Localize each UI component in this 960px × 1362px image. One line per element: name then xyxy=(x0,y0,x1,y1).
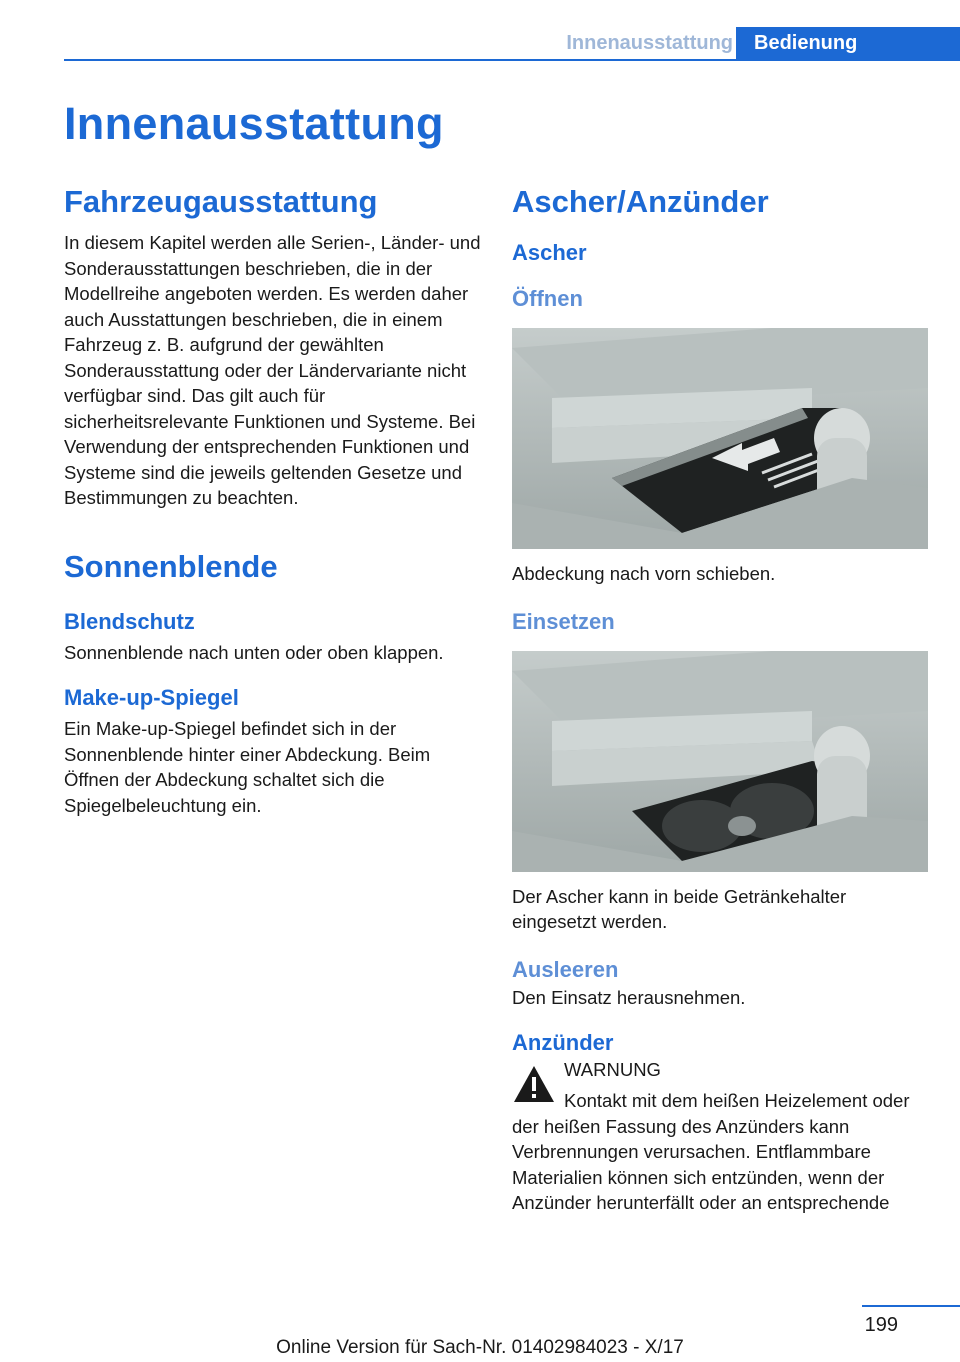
ashtray-insert-illustration xyxy=(512,651,928,872)
footer-rule xyxy=(862,1305,960,1307)
heading-ausleeren: Ausleeren xyxy=(512,956,619,982)
right-column xyxy=(512,184,930,1216)
paragraph-fahrzeugausstattung: In diesem Kapitel werden alle Serien-, Länder- und Sonderausstattungen beschrieben, die in der Modellreihe angeboten werden. Es werden daher auch Ausstattungen beschrieben, die in einem Fahrzeug z. B. aufgrund der gewählten Sonderausstattung oder der Ländervariante nicht verfügbar sind. Das gilt auch für sicherheitsrelevante Funktionen und Systeme. Bei Verwendung der entsprechenden Funktionen und Systeme sind die jeweils geltenden Gesetze und Bestimmungen zu beachten. xyxy=(64,232,481,508)
heading-einsetzen: Einsetzen xyxy=(512,608,615,634)
left-column xyxy=(64,184,482,818)
heading-blendschutz: Blendschutz xyxy=(64,608,195,634)
tab-chapter[interactable]: Bedienung xyxy=(736,27,960,61)
page-title: Innenausstattung xyxy=(64,98,444,149)
heading-make-up-spiegel: Make-up-Spiegel xyxy=(64,685,239,710)
paragraph-ausleeren: Den Einsatz herausnehmen. xyxy=(512,986,746,1008)
heading-ascher-anzuender: Ascher/Anzünder xyxy=(512,184,769,219)
heading-fahrzeugausstattung: Fahrzeugausstattung xyxy=(64,184,378,219)
paragraph-blendschutz: Sonnenblende nach unten oder oben klappen. xyxy=(64,641,444,663)
heading-ascher: Ascher xyxy=(512,240,587,265)
paragraph-einsetzen: Der Ascher kann in beide Getränkehalter eingesetzt werden. xyxy=(512,885,847,932)
heading-oeffnen: Öffnen xyxy=(512,286,583,311)
warning-triangle-icon xyxy=(512,1064,556,1104)
online-version-note: Online Version für Sach-Nr. 01402984023 - X/17 xyxy=(276,1337,684,1358)
paragraph-make-up-spiegel: Ein Make-up-Spiegel befindet sich in der Sonnenblende hinter einer Abdeckung. Beim Öffnen der Abdeckung schaltet sich die Spiegelbeleuchtung ein. xyxy=(64,718,431,816)
warning-label: WARNUNG xyxy=(564,1059,661,1080)
tab-section[interactable]: Innenausstattung xyxy=(566,32,733,54)
paragraph-oeffnen: Abdeckung nach vorn schieben. xyxy=(512,563,776,584)
ashtray-open-illustration xyxy=(512,328,928,549)
warning-text: Kontakt mit dem heißen Heizelement oder der heißen Fassung des Anzünders kann Verbrennungen verursachen. Entflammbare Materialien können sich entzünden, wenn der Anzünder herunterfällt oder an entsprechende xyxy=(512,1090,910,1213)
heading-sonnenblende: Sonnenblende xyxy=(64,548,278,584)
heading-anzuender: Anzünder xyxy=(512,1030,614,1055)
page-number: 199 xyxy=(864,1314,898,1336)
